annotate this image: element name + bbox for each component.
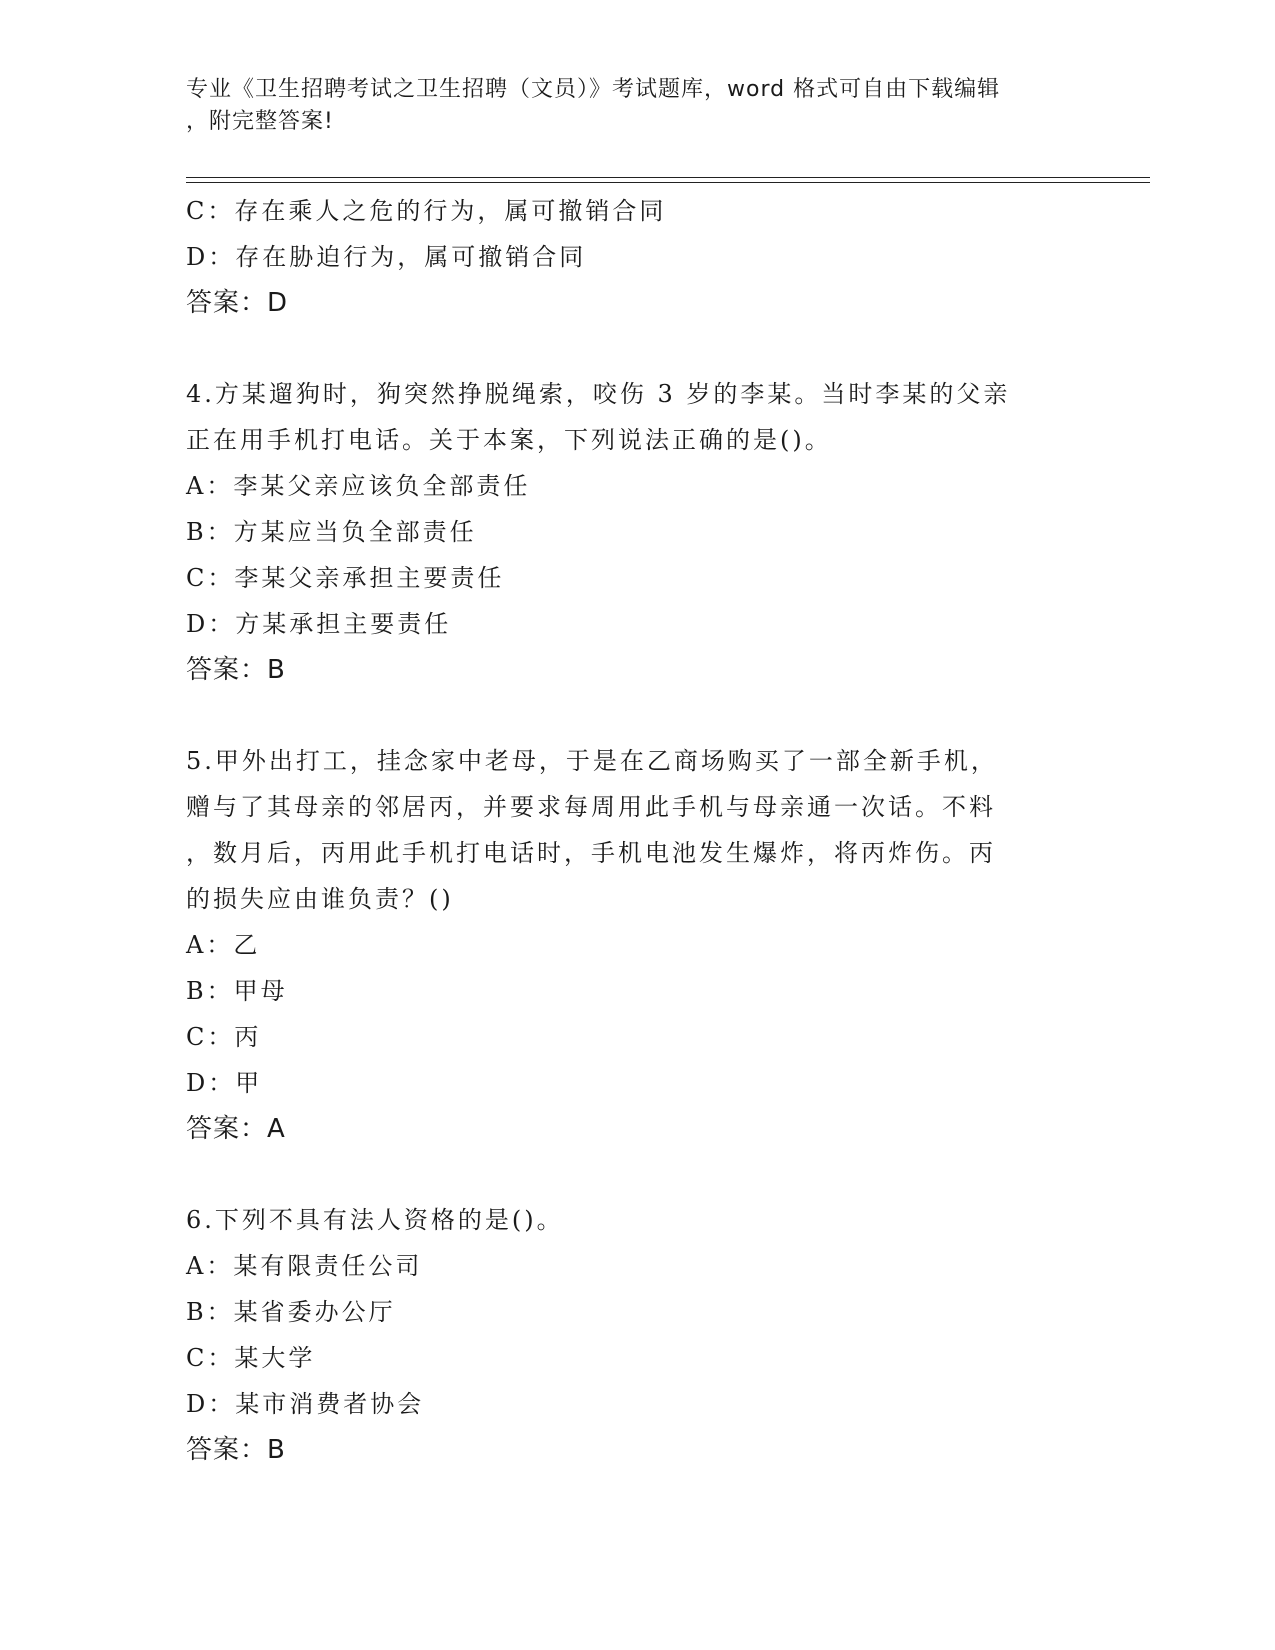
q5-answer: 答案：A: [186, 1114, 286, 1144]
q5-stem-line-3: ，数月后，丙用此手机打电话时，手机电池发生爆炸，将丙炸伤。丙: [186, 839, 996, 867]
q6-answer: 答案：B: [186, 1435, 286, 1465]
q4-stem-line-1: 4.方某遛狗时，狗突然挣脱绳索，咬伤 3 岁的李某。当时李某的父亲: [186, 380, 1011, 408]
document-header: [186, 74, 1066, 138]
spacer: [186, 326, 1066, 371]
question-content: [186, 188, 1066, 1473]
q4-stem-line-2: 正在用手机打电话。关于本案，下列说法正确的是()。: [186, 426, 832, 454]
q5-option-d: D：甲: [186, 1069, 263, 1097]
q6-option-b: B：某省委办公厅: [186, 1298, 396, 1326]
spacer: [186, 1152, 1066, 1197]
header-line-1: 专业《卫生招聘考试之卫生招聘（文员）》考试题库，word 格式可自由下载编辑: [186, 77, 1001, 102]
q6-option-c: C：某大学: [186, 1344, 316, 1372]
q6-stem-line-1: 6.下列不具有法人资格的是()。: [186, 1206, 564, 1234]
q3-option-d: D：存在胁迫行为，属可撤销合同: [186, 243, 587, 271]
q5-option-c: C：丙: [186, 1023, 262, 1051]
q5-stem-line-1: 5.甲外出打工，挂念家中老母，于是在乙商场购买了一部全新手机，: [186, 747, 998, 775]
header-line-2: ，附完整答案!: [186, 109, 334, 134]
q3-answer: 答案：D: [186, 288, 289, 318]
header-rule-bottom: [186, 182, 1150, 183]
q6-option-a: A：某有限责任公司: [186, 1252, 423, 1280]
q5-stem-line-4: 的损失应由谁负责？(): [186, 885, 454, 913]
header-rule-top: [186, 177, 1150, 178]
q5-option-b: B：甲母: [186, 977, 288, 1005]
q5-stem-line-2: 赠与了其母亲的邻居丙，并要求每周用此手机与母亲通一次话。不料: [186, 793, 996, 821]
q5-option-a: A：乙: [186, 931, 261, 959]
q3-option-c: C：存在乘人之危的行为，属可撤销合同: [186, 197, 667, 225]
q4-option-d: D：方某承担主要责任: [186, 610, 452, 638]
q4-answer: 答案：B: [186, 655, 286, 685]
q4-option-c: C：李某父亲承担主要责任: [186, 564, 505, 592]
q4-option-a: A：李某父亲应该负全部责任: [186, 472, 531, 500]
q4-option-b: B：方某应当负全部责任: [186, 518, 477, 546]
q6-option-d: D：某市消费者协会: [186, 1390, 425, 1418]
spacer: [186, 693, 1066, 738]
